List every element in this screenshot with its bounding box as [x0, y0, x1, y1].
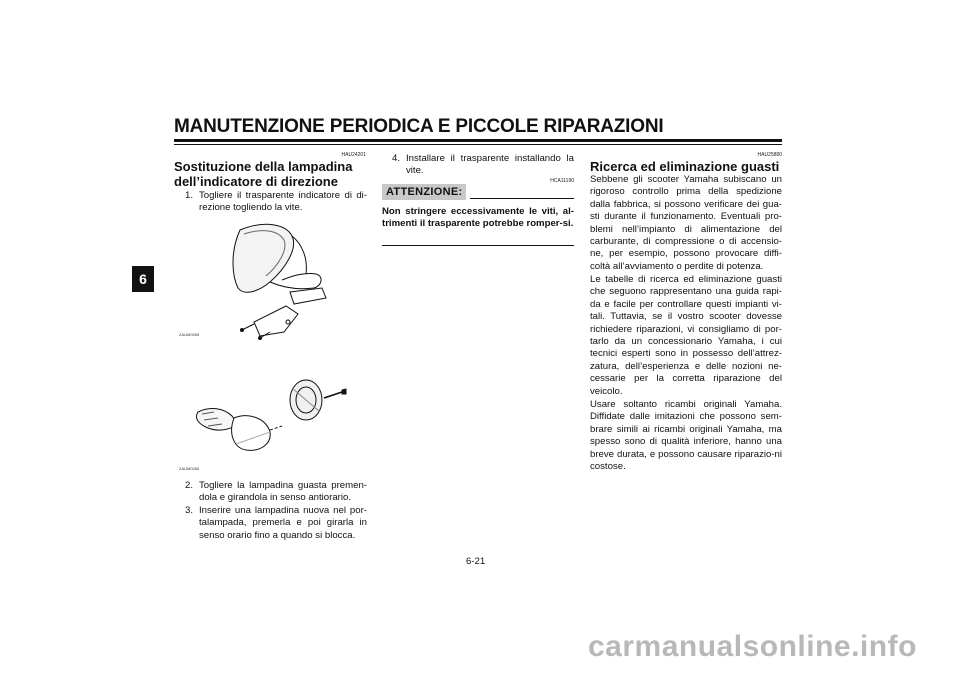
- step-4: [392, 153, 574, 178]
- step-3: [185, 505, 367, 542]
- step-text: Togliere la lampadina guasta premen-dola e girandola in senso antiorario.: [199, 480, 367, 504]
- step-text: Installare il trasparente installando la vite.: [406, 153, 574, 177]
- caution-rule-top: [470, 198, 574, 199]
- page-number: 6-21: [466, 556, 486, 567]
- chapter-tab: 6: [132, 266, 154, 292]
- step-number: 1.: [185, 190, 194, 201]
- step-2: [185, 480, 367, 505]
- step-number: 3.: [185, 505, 194, 516]
- section-title: [174, 159, 374, 189]
- watermark-text: carmanualsonline.info: [588, 630, 917, 663]
- step-number: 2.: [185, 480, 194, 491]
- body-paragraph: Le tabelle di ricerca ed eliminazione guasti che seguono rappresentano una guida rapi-da e facile per controllare questi impianti vi-tali. Tuttavia, se il vostro scooter dovesse richiedere riparazioni, vi consigliamo di por-tarlo da un concessionario Yamaha, i cui tecnici esperti sono in possesso dell’attrez-zatura, dell’esperienza e delle nozioni ne-cessarie per la corretta riparazione del veicolo.: [590, 274, 782, 397]
- header-rule: [174, 139, 782, 142]
- figure-code: ZAUM0265: [179, 332, 200, 337]
- figure-code: ZAUM0266: [179, 466, 200, 471]
- step-number: 4.: [392, 153, 401, 164]
- section-code: HAU25880: [757, 152, 782, 158]
- body-paragraph: Sebbene gli scooter Yamaha subiscano un rigoroso controllo prima della spedizione dalla fabbrica, si possono verificare dei gua-sti durante il funzionamento. Eventuali pro-blemi nell’impianto di alimentazione del carburante, di compressione o di accensio-ne, per esempio, possono provocare diffi-coltà all’avviamento o perdite di potenza.: [590, 174, 782, 272]
- section-title-line1: Sostituzione della lampadina: [174, 159, 353, 174]
- section-title: Ricerca ed eliminazione guasti: [590, 159, 780, 174]
- caution-code: HCA11190: [550, 178, 574, 184]
- step-text: Inserire una lampadina nuova nel por-talampada, premerla e poi girarla in senso orario fino a quando si blocca.: [199, 505, 367, 541]
- step-1: [185, 190, 367, 215]
- caution-rule-bottom: [382, 245, 574, 246]
- caution-label: ATTENZIONE:: [382, 184, 466, 200]
- section-title-line2: dell’indicatore di direzione: [174, 174, 338, 189]
- figure-bulb-holder: [174, 372, 368, 470]
- figure-turn-signal-lens-removal: [174, 218, 368, 346]
- caution-text: Non stringere eccessivamente le viti, al-trimenti il trasparente potrebbe romper-si.: [382, 206, 574, 230]
- header-rule-thin: [174, 144, 782, 145]
- page-header-title: MANUTENZIONE PERIODICA E PICCOLE RIPARAZIONI: [174, 116, 664, 137]
- body-paragraph: Usare soltanto ricambi originali Yamaha. Diffidate dalle imitazioni che possono sem-brare simili ai ricambi originali Yamaha, ma spesso sono di qualità inferiore, hanno una breve durata, e possono causare riparazio-ni costose.: [590, 399, 782, 473]
- step-text: Togliere il trasparente indicatore di di-rezione togliendo la vite.: [199, 190, 367, 214]
- section-code: HAU24201: [341, 152, 366, 158]
